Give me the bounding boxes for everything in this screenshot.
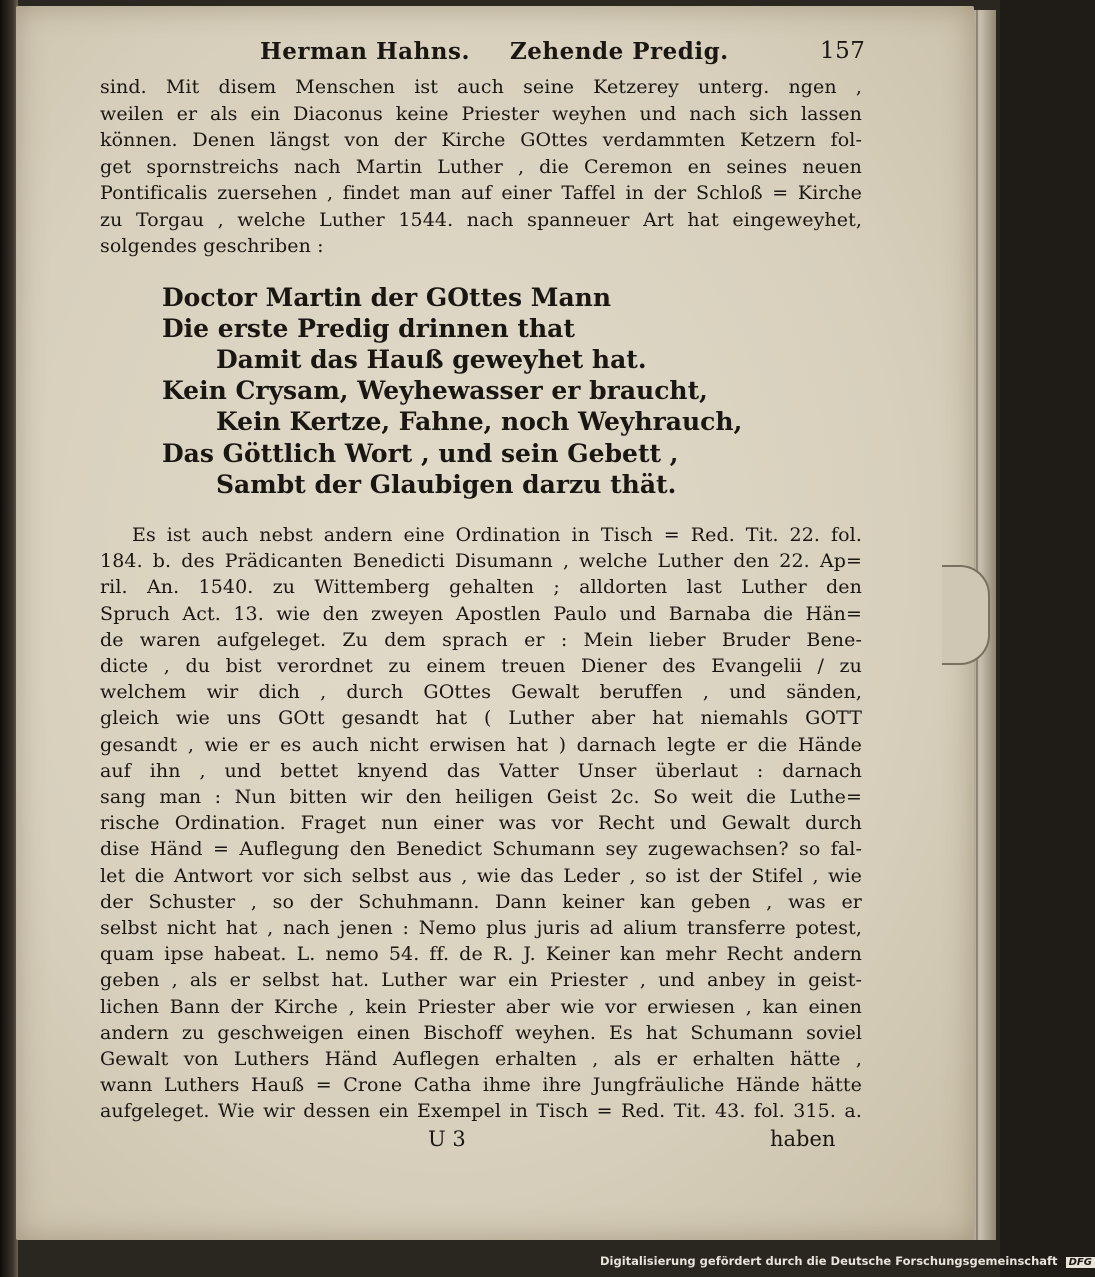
- page-number: 157: [820, 38, 866, 64]
- text-line: get spornstreichs nach Martin Luther , die Ceremon en seines neuen: [100, 155, 862, 178]
- text-line: let die Antwort vor sich selbst aus , wie das Leder , so ist der Stifel , wie: [100, 864, 862, 887]
- text-line: Es ist auch nebst andern eine Ordination in Tisch = Red. Tit. 22. fol.: [132, 523, 862, 546]
- catchword: haben: [770, 1126, 836, 1151]
- text-line: aufgeleget. Wie wir dessen ein Exempel in Tisch = Red. Tit. 43. fol. 315. a.: [100, 1100, 862, 1123]
- text-line: solgendes geschriben :: [100, 235, 324, 257]
- page-text: [100, 38, 866, 1155]
- text-line: auf ihn , und bettet knyend das Vatter Unser überlaut : darnach: [100, 759, 862, 782]
- text-line: ril. An. 1540. zu Wittemberg gehalten ; alldorten last Luther den: [100, 576, 862, 599]
- text-line: Spruch Act. 13. wie den zweyen Apostlen Paulo und Barnaba die Hän=: [100, 602, 862, 625]
- text-line: weilen er als ein Diaconus keine Priester weyhen und nach sich lassen: [100, 102, 862, 125]
- credit-text: Digitalisierung gefördert durch die Deutsche Forschungsgemeinschaft: [600, 1254, 1058, 1268]
- running-head: [100, 38, 866, 72]
- verse-line: Das Göttlich Wort , und sein Gebett ,: [162, 438, 679, 468]
- text-line: Gewalt von Luthers Händ Auflegen erhalten , als er erhalten hätte ,: [100, 1047, 862, 1070]
- text-line: 184. b. des Prädicanten Benedicti Disumann , welche Luther den 22. Ap=: [100, 550, 862, 573]
- paragraph-1: [100, 74, 862, 260]
- text-line: der Schuster , so der Schuhmann. Dann keiner kan geben , was er: [100, 890, 862, 913]
- text-line: geben , als er selbst hat. Luther war ein Priester , und anbey in geist-: [100, 969, 862, 992]
- text-line: rische Ordination. Fraget nun einer was vor Recht und Gewalt durch: [100, 812, 862, 835]
- page-footer-line: [100, 1127, 862, 1155]
- text-line: welchem wir dich , durch GOttes Gewalt beruffen , und sänden,: [100, 681, 862, 704]
- text-line: Pontificalis zuersehen , findet man auf einer Taffel in der Schloß = Kirche: [100, 182, 862, 204]
- signature-mark: U 3: [428, 1126, 466, 1151]
- text-line: lichen Bann der Kirche , kein Priester aber wie vor erwiesen , kan einen: [100, 995, 862, 1018]
- digitization-credit: [600, 1254, 1092, 1272]
- dfg-logo-icon: DFG: [1066, 1257, 1095, 1268]
- verse-line: Kein Kertze, Fahne, noch Weyhrauch,: [216, 407, 743, 437]
- text-line: gleich wie uns GOtt gesandt hat ( Luther aber hat niemahls GOTT: [100, 707, 862, 730]
- text-line: gesandt , wie er es auch nicht erwisen hat ) darnach legte er die Hände: [100, 733, 862, 756]
- page-tab-marker: [942, 565, 990, 665]
- running-head-sermon: Zehende Predig.: [510, 38, 729, 65]
- text-line: selbst nicht hat , nach jenen : Nemo plus juris ad alium transferre potest,: [100, 916, 862, 939]
- text-line: wann Luthers Hauß = Crone Catha ihme ihre Jungfräuliche Hände hätte: [100, 1074, 862, 1097]
- text-line: de waren aufgeleget. Zu dem sprach er : Mein lieber Bruder Bene-: [100, 628, 862, 651]
- verse-line: Kein Crysam, Weyhewasser er braucht,: [162, 376, 708, 406]
- text-line: sind. Mit disem Menschen ist auch seine Ketzerey unterg. ngen ,: [100, 76, 862, 98]
- paragraph-2: [100, 522, 862, 1125]
- verse-line: Doctor Martin der GOttes Mann: [162, 282, 612, 312]
- verse-line: Damit das Hauß geweyhet hat.: [216, 344, 647, 374]
- text-line: sang man : Nun bitten wir den heiligen Geist 2c. So weit die Luthe=: [100, 785, 862, 808]
- verse-line: Sambt der Glaubigen darzu thät.: [216, 469, 677, 499]
- text-line: dicte , du bist verordnet zu einem treuen Diener des Evangelii / zu: [100, 654, 862, 677]
- verse-line: Die erste Predig drinnen that: [162, 313, 575, 343]
- inscription-verse: [100, 282, 862, 500]
- text-line: können. Denen längst von der Kirche GOttes verdammten Ketzern fol-: [100, 129, 862, 151]
- text-line: zu Torgau , welche Luther 1544. nach spanneuer Art hat eingeweyhet,: [100, 208, 862, 231]
- text-line: dise Händ = Auflegung den Benedict Schumann sey zugewachsen? so fal-: [100, 838, 862, 861]
- running-head-author: Herman Hahns.: [260, 38, 470, 65]
- text-line: andern zu geschweigen einen Bischoff weyhen. Es hat Schumann soviel: [100, 1021, 862, 1044]
- text-line: quam ipse habeat. L. nemo 54. ff. de R. J. Keiner kan mehr Recht andern: [100, 943, 862, 966]
